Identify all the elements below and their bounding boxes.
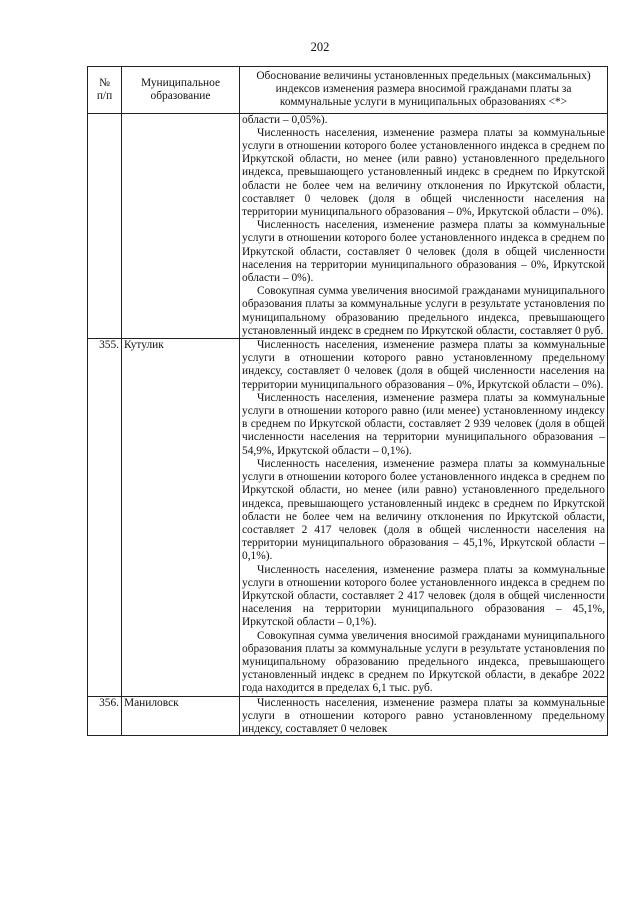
table-row [88, 113, 608, 338]
header-justification: Обоснование величины установленных предельных (максимальных) индексов изменения размера вносимой гражданами платы за коммунальные услуги в муниципальных образованиях <*> [240, 67, 608, 114]
paragraph: Численность населения, изменение размера платы за коммунальные услуги в отношении которого более установленного индекса в среднем по Иркутской области, но менее (или равно) установленного предельного индекса, превышающего установленный индекс в среднем по Иркутской области не более чем на величину отклонения по Иркутской области, составляет 2 417 человек (доля в общей численности населения на территории муниципального образования – 45,1%, Иркутской области – 0,1%). [242, 457, 605, 563]
paragraph: области – 0,05%). [242, 113, 328, 126]
header-municipality: Муниципальное образование [122, 67, 240, 114]
row-municipality: Кутулик [122, 339, 240, 696]
row-number: 356. [88, 696, 122, 735]
header-number: № п/п [88, 67, 122, 114]
row-justification [240, 696, 608, 735]
paragraph: Совокупная сумма увеличения вносимой гражданами муниципального образования платы за коммунальные услуги в результате установления по муниципальному образованию предельного индекса, превышающего установленный индекс в среднем по Иркутской области, в декабре 2022 года находится в пределах 6,1 тыс. руб. [242, 629, 605, 695]
paragraph: Совокупная сумма увеличения вносимой гражданами муниципального образования платы за коммунальные услуги в результате установления по муниципальному образованию предельного индекса, превышающего установленный индекс в среднем по Иркутской области, составляет 0 руб. [242, 285, 605, 337]
row-number [88, 113, 122, 338]
paragraph: Численность населения, изменение размера платы за коммунальные услуги в отношении которого более установленного индекса в среднем по Иркутской области, составляет 2 417 человек (доля в общей численности населения на территории муниципального образования – 45,1%, Иркутской области – 0,1%). [242, 563, 605, 629]
paragraph: Численность населения, изменение размера платы за коммунальные услуги в отношении которого равно установленному предельному индексу, составляет 0 человек [242, 696, 605, 735]
paragraph: Численность населения, изменение размера платы за коммунальные услуги в отношении которого равно установленному предельному индексу, составляет 0 человек (доля в общей численности населения на территории муниципального образования – 0%, Иркутской области – 0%). [242, 339, 605, 391]
paragraph: Численность населения, изменение размера платы за коммунальные услуги в отношении которого более установленного индекса в среднем по Иркутской области, составляет 0 человек (доля в общей численности населения на территории муниципального образования – 0%, Иркутской области – 0%). [242, 219, 605, 285]
page-number: 202 [310, 40, 330, 54]
row-number: 355. [88, 339, 122, 696]
row-municipality: Маниловск [122, 696, 240, 735]
table-row [88, 339, 608, 696]
row-justification [240, 113, 608, 338]
row-justification [240, 339, 608, 696]
table-header-row [88, 67, 608, 114]
justification-table [87, 66, 608, 736]
paragraph: Численность населения, изменение размера платы за коммунальные услуги в отношении которого более установленного индекса в среднем по Иркутской области, но менее (или равно) установленного предельного индекса, превышающего установленный индекс в среднем по Иркутской области не более чем на величину отклонения по Иркутской области, составляет 0 человек (доля в общей численности населения на территории муниципального образования – 0%, Иркутской области – 0%). [242, 126, 605, 219]
row-municipality [122, 113, 240, 338]
table-row [88, 696, 608, 735]
paragraph: Численность населения, изменение размера платы за коммунальные услуги в отношении которого равно (или менее) установленному индексу в среднем по Иркутской области, составляет 2 939 человек (доля в общей численности населения на территории муниципального образования – 54,9%, Иркутской области – 0,1%). [242, 391, 605, 457]
